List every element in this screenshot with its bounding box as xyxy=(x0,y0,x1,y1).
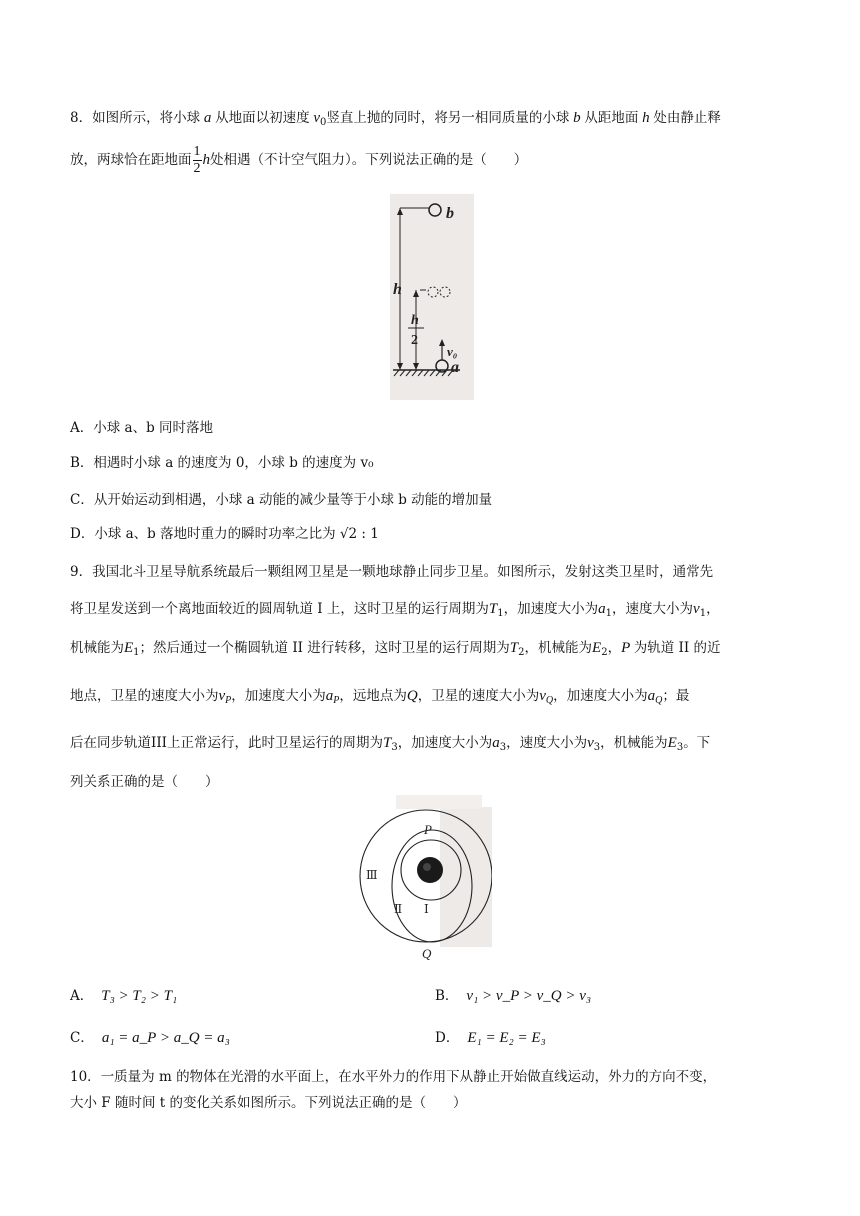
q9-text: ，卫星的速度大小为 xyxy=(417,688,540,704)
q10-line2: 大小 F 随时间 t 的变化关系如图所示。下列说法正确的是（ ） xyxy=(70,1095,467,1111)
q9-text: ，加速度大小为 xyxy=(503,601,599,617)
q9-line5: 后在同步轨道III上正常运行，此时卫星运行的周期为$T_3$，加速度大小为$a_3$，速度大小为$v_3$，机械能为$E_3$。下 xyxy=(70,735,711,753)
label-a: a xyxy=(451,359,459,376)
q9-text: ， xyxy=(607,640,622,656)
q8-line1: 8．如图所示，将小球 a 从地面以初速度 $v_0$竖直上抛的同时，将另一相同质量的小球 b 从距地面 h 处由静止释 xyxy=(70,110,721,128)
label-h2-den: 2 xyxy=(411,333,418,348)
q8-option-b: B．相遇时小球 a 的速度为 0，小球 b 的速度为 v₀ xyxy=(70,455,374,471)
q9-text: ，加速度大小为 xyxy=(553,688,648,704)
q9-number: 9． xyxy=(70,564,93,580)
q10-number: 10． xyxy=(70,1069,101,1085)
q8-option-c: C．从开始运动到相遇，小球 a 动能的减少量等于小球 b 动能的增加量 xyxy=(70,492,493,508)
q9-text: ，远地点为 xyxy=(339,688,407,704)
q9-text: 后在同步轨道III上正常运行，此时卫星运行的周期为 xyxy=(70,735,383,751)
option-expr: v₁ > v_P > v_Q > v₃ xyxy=(466,988,592,1004)
q8-figure xyxy=(390,194,474,400)
q9-text: 为轨道 II 的近 xyxy=(633,640,721,656)
q9-text: ，机械能为 xyxy=(524,640,593,656)
q9-text: ；然后通过一个椭圆轨道 II 进行转移，这时卫星的运行周期为 xyxy=(139,640,510,656)
option-expr: E₁ = E₂ = E₃ xyxy=(467,1030,546,1046)
q9-option-d xyxy=(435,1026,546,1047)
orbit-diagram xyxy=(356,795,492,963)
ball-b xyxy=(429,204,441,216)
q8-diagram xyxy=(390,194,474,400)
label-P: P xyxy=(424,822,432,837)
option-label: C． xyxy=(70,1030,94,1046)
option-expr: T₃ > T₂ > T₁ xyxy=(101,988,178,1004)
q9-text: 将卫星发送到一个离地面较近的圆周轨道 I 上，这时卫星的运行周期为 xyxy=(70,601,489,617)
meeting-ball xyxy=(440,287,450,297)
q9-line2: 将卫星发送到一个离地面较近的圆周轨道 I 上，这时卫星的运行周期为$T_1$，加速度大小为$a_1$，速度大小为$v_1$， xyxy=(70,601,720,619)
q10-line1 xyxy=(70,1065,716,1085)
q9-line6: 列关系正确的是（ ） xyxy=(70,774,219,790)
label-III: Ⅲ xyxy=(366,868,378,882)
earth xyxy=(417,857,443,883)
label-v0: v₀ xyxy=(447,344,458,359)
q9-text: 地点，卫星的速度大小为 xyxy=(70,688,219,704)
q9-text: 我国北斗卫星导航系统最后一颗组网卫星是一颗地球静止同步卫星。如图所示，发射这类卫星时，通常先 xyxy=(92,564,714,580)
q8-text: 放，两球恰在距地面 xyxy=(70,152,192,168)
q8-text: 从地面以初速度 xyxy=(215,110,310,126)
q8-text: 处由静止释 xyxy=(653,110,721,126)
q9-text: ；最 xyxy=(662,688,690,704)
label-b: b xyxy=(446,205,454,222)
q8-text: 处相遇（不计空气阻力）。下列说法正确的是（ ） xyxy=(210,152,528,168)
option-label: D． xyxy=(435,1030,460,1046)
half-fraction: $\frac{1}{2}$ xyxy=(193,144,201,176)
option-label: A． xyxy=(70,988,94,1004)
q8-line2: 放，两球恰在距地面 $\frac{1}{2}$ h处相遇（不计空气阻力）。下列说法正确的是（ ） xyxy=(70,144,528,176)
q9-option-b xyxy=(435,984,591,1005)
q9-text: 机械能为 xyxy=(70,640,124,656)
q9-text: 。下 xyxy=(683,735,711,751)
q9-option-a xyxy=(70,984,177,1005)
q9-line3: 机械能为$E_1$；然后通过一个椭圆轨道 II 进行转移，这时卫星的运行周期为$T_2$，机械能为$E_2$，P 为轨道 II 的近 xyxy=(70,640,721,658)
label-I: Ⅰ xyxy=(424,902,429,916)
q8-option-a: A．小球 a、b 同时落地 xyxy=(70,420,214,436)
q9-text: ，加速度大小为 xyxy=(397,735,493,751)
q8-text: 如图所示，将小球 xyxy=(92,110,201,126)
q8-number: 8． xyxy=(70,110,93,126)
q10-text: 一质量为 m 的物体在光滑的水平面上，在水平外力的作用下从静止开始做直线运动，外力的方向不变， xyxy=(100,1069,717,1085)
q8-option-d: D．小球 a、b 落地时重力的瞬时功率之比为 √2 : 1 xyxy=(70,526,379,542)
option-label: B． xyxy=(435,988,459,1004)
q9-text: ，加速度大小为 xyxy=(231,688,326,704)
label-h: h xyxy=(393,281,402,298)
label-Q: Q xyxy=(422,946,432,961)
q8-text: 从距地面 xyxy=(584,110,639,126)
q9-figure xyxy=(356,795,492,963)
q9-line4: 地点，卫星的速度大小为$v_P$，加速度大小为$a_P$，远地点为Q，卫星的速度大小为$v_Q$，加速度大小为$a_Q$；最 xyxy=(70,688,690,706)
option-expr: a₁ = a_P > a_Q = a₃ xyxy=(101,1030,230,1046)
q9-option-c xyxy=(70,1026,230,1047)
q9-text: ，速度大小为 xyxy=(612,601,694,617)
meeting-ball xyxy=(428,287,438,297)
q9-text: ，速度大小为 xyxy=(506,735,588,751)
label-h2-num: h xyxy=(411,313,419,328)
q9-text: ，机械能为 xyxy=(600,735,668,751)
label-II: Ⅱ xyxy=(394,902,403,916)
q8-text: 竖直上抛的同时，将另一相同质量的小球 xyxy=(326,110,570,126)
q9-line1 xyxy=(70,560,713,580)
